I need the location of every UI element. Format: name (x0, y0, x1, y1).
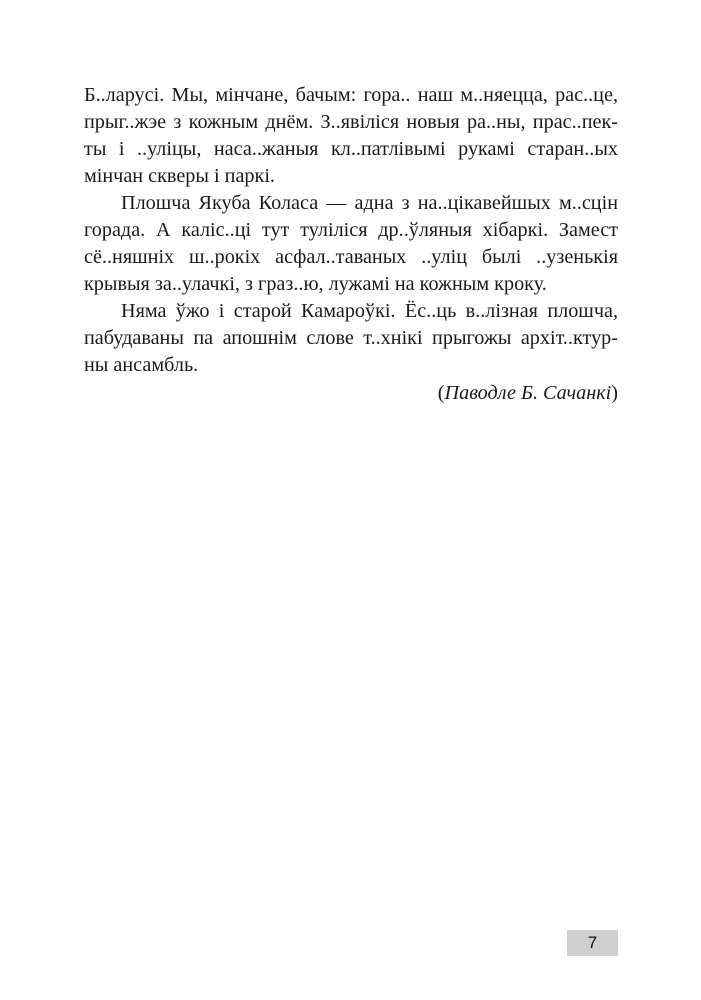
paragraph-line: Плошча Якуба Коласа — адна з на..цікавейшых м..сцін (121, 192, 618, 214)
source-close-paren: ) (611, 382, 618, 404)
paragraph-line: Няма ўжо і старой Камароўкі. Ёс..ць в..лізная плошча, (121, 300, 618, 322)
paragraph-line: пабудаваны па апошнім слове т..хнікі прыгожы архіт..ктур- (84, 327, 618, 349)
paragraph-line: Б..ларусі. Мы, мінчане, бачым: гора.. наш м..няецца, рас..це, (84, 84, 618, 106)
paragraph-1 (84, 82, 618, 190)
source-attribution (84, 380, 618, 407)
paragraph-line: крывыя за..улачкі, з граз..ю, лужамі на кожным кроку. (84, 273, 547, 295)
paragraph-line: мінчан скверы і паркі. (84, 165, 275, 187)
page-number: 7 (567, 930, 618, 956)
source-open-paren: ( (437, 382, 445, 404)
paragraph-line: ны ансамбль. (84, 354, 199, 376)
source-author: Паводле Б. Сачанкі (444, 382, 612, 404)
text-block (84, 82, 618, 407)
paragraph-3 (84, 298, 618, 379)
paragraph-line: прыг..жэе з кожным днём. З..явіліся новыя ра..ны, прас..пек- (84, 111, 618, 133)
paragraph-line: сё..няшніх ш..рокіх асфал..таваных ..уліц былі ..узенькія (84, 246, 618, 268)
paragraph-2 (84, 190, 618, 298)
paragraph-line: ты і ..уліцы, наса..жаныя кл..патлівымі рукамі старан..ых (84, 138, 618, 160)
paragraph-line: горада. А каліс..ці тут туліліся др..ўляныя хібаркі. Замест (84, 219, 618, 241)
